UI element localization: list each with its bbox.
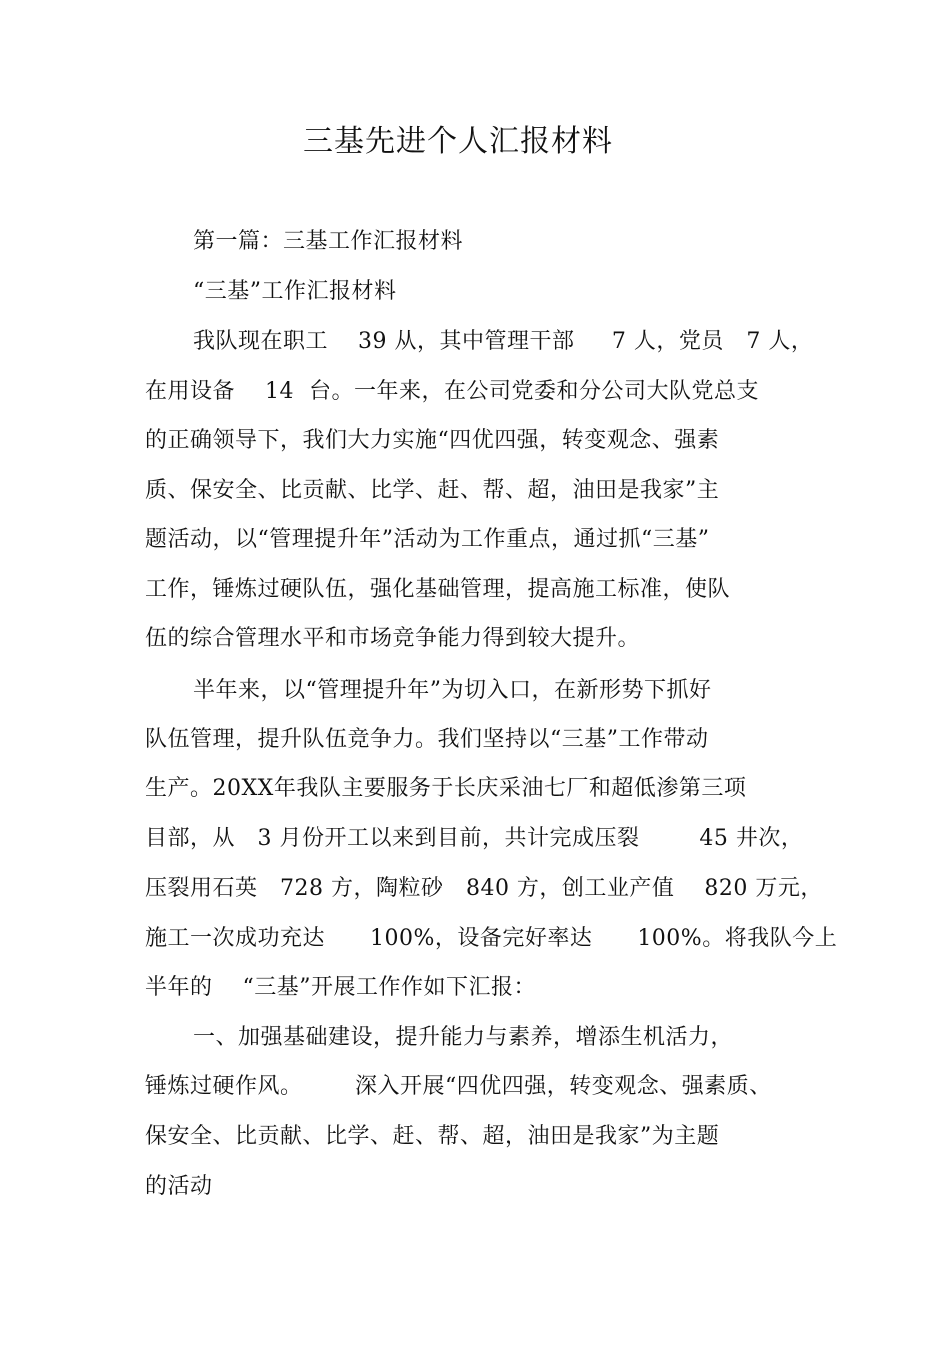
paragraph-line: 我队现在职工 39 从，其中管理干部 7 人，党员 7 人， — [193, 329, 814, 354]
paragraph-line: 题活动，以“管理提升年”活动为工作重点，通过抓“三基” — [145, 527, 710, 552]
paragraph-line: 一、加强基础建设，提升能力与素养，增添生机活力， — [193, 1025, 734, 1050]
paragraph-line: 半年的 “三基”开展工作作如下汇报： — [145, 975, 536, 1000]
paragraph-line: 保安全、比贡献、比学、赶、帮、超，油田是我家”为主题 — [145, 1124, 720, 1149]
paragraph-line: 在用设备 14 台。一年来，在公司党委和分公司大队党总支 — [145, 379, 759, 404]
paragraph-line: 质、保安全、比贡献、比学、赶、帮、超，油田是我家”主 — [145, 478, 720, 503]
paragraph-line: 生产。20XX年我队主要服务于长庆采油七厂和超低渗第三项 — [145, 776, 747, 801]
paragraph-line: 伍的综合管理水平和市场竞争能力得到较大提升。 — [145, 626, 641, 651]
paragraph-line: 压裂用石英 728 方，陶粒砂 840 方，创工业产值 820 万元， — [145, 876, 823, 901]
paragraph-line: 锤炼过硬作风。 深入开展“四优四强，转变观念、强素质、 — [145, 1074, 772, 1099]
paragraph-line: 目部，从 3 月份开工以来到目前，共计完成压裂 45 井次， — [145, 826, 804, 851]
paragraph-line: 队伍管理，提升队伍竞争力。我们坚持以“三基”工作带动 — [145, 727, 709, 752]
subsection-heading: “三基”工作汇报材料 — [193, 279, 397, 304]
paragraph-line: 半年来，以“管理提升年”为切入口，在新形势下抓好 — [193, 678, 712, 703]
paragraph-line: 施工一次成功充达 100%，设备完好率达 100%。将我队今上 — [145, 926, 838, 951]
paragraph-line: 的正确领导下，我们大力实施“四优四强，转变观念、强素 — [145, 428, 720, 453]
paragraph-line: 工作，锤炼过硬队伍，强化基础管理，提高施工标准，使队 — [145, 577, 731, 602]
document-title: 三基先进个人汇报材料 — [303, 124, 613, 159]
section-heading: 第一篇：三基工作汇报材料 — [193, 229, 464, 254]
paragraph-line: 的活动 — [145, 1174, 213, 1199]
